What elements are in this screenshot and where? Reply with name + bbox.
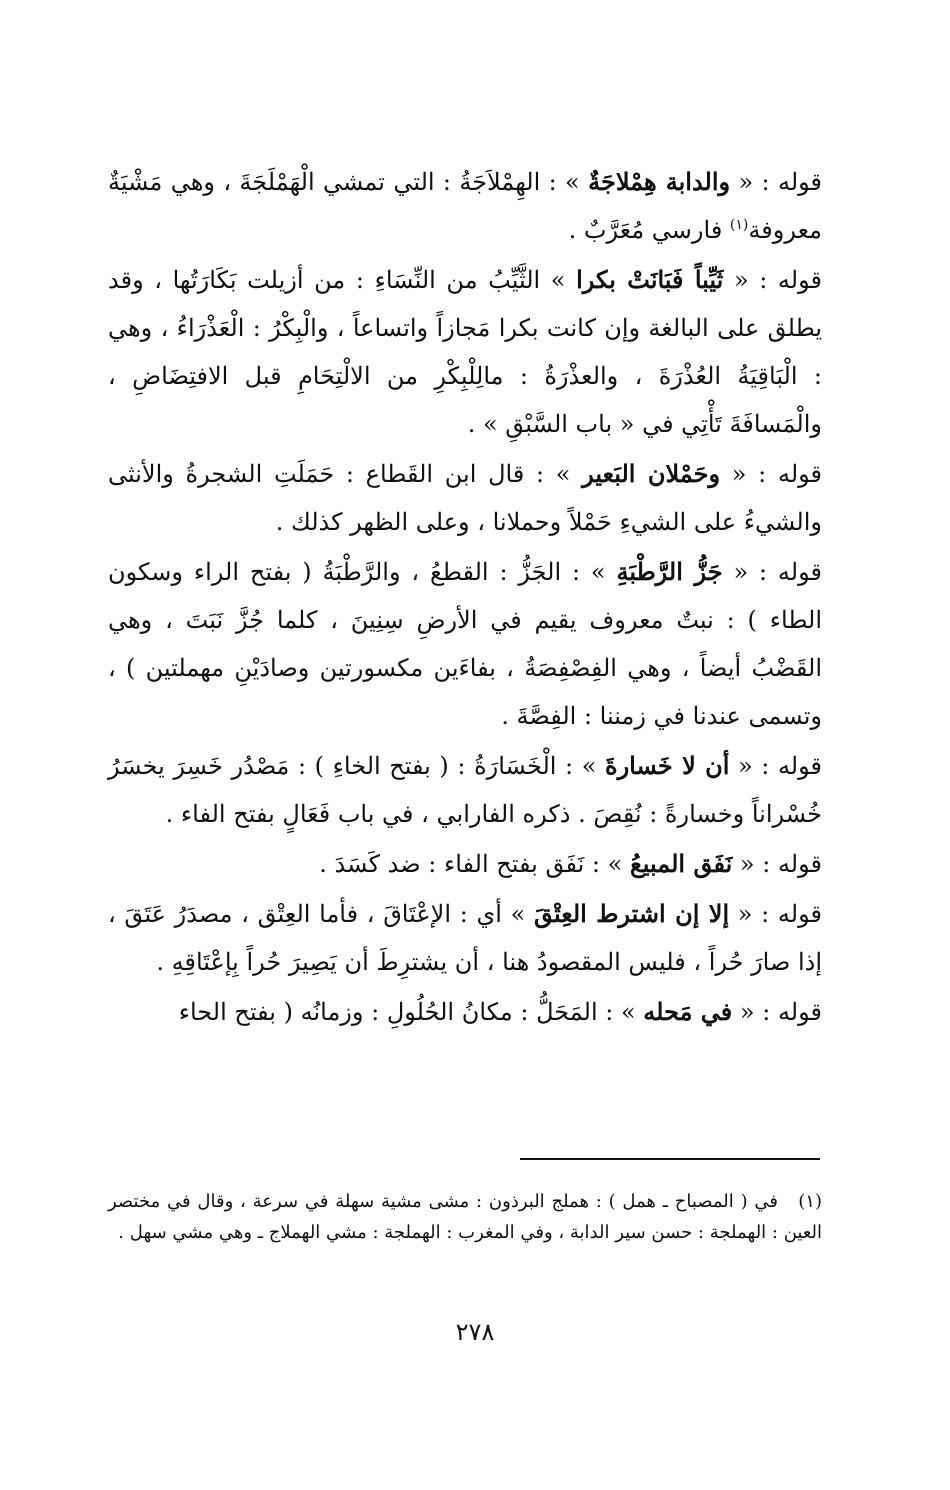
paragraph-3	[108, 450, 822, 546]
paragraph-prefix: قوله : «	[723, 266, 822, 294]
paragraph-keyword: في مَحله	[643, 997, 733, 1026]
paragraph-2	[108, 256, 822, 448]
footnote-divider	[520, 1158, 820, 1160]
paragraph-1	[108, 158, 822, 254]
paragraph-5	[108, 742, 822, 838]
paragraph-prefix: قوله : «	[729, 752, 822, 780]
paragraph-keyword: إلا إن اشترط العِتْقَ	[533, 899, 730, 928]
paragraph-8	[108, 988, 822, 1036]
paragraph-6	[108, 840, 822, 888]
footnote-marker: (١)	[798, 1191, 822, 1212]
paragraph-text: » : المَحَلُّ : مكانُ الحُلُولِ : وزمانُه ( بفتح الحاء	[178, 998, 644, 1026]
main-text	[108, 158, 822, 1038]
paragraph-prefix: قوله : «	[720, 460, 823, 488]
page-number: ٢٧٨	[455, 1318, 495, 1346]
paragraph-prefix: قوله : «	[732, 998, 822, 1026]
footnote	[108, 1186, 822, 1248]
paragraph-prefix: قوله : «	[732, 850, 822, 878]
paragraph-text: » : الجَزُّ : القطعُ ، والرَّطْبَةُ ( بفتح الراء وسكون الطاء ) : نبتٌ معروف يقيم في الأرضِ سِنِينَ ، كلما جُزَّ نَبَتَ ، وهي القَضْبُ أيضاً ، وهي الفِصْفِصَةُ ، بفاءَين مكسورتين وصادَيْنِ مهملتين ) ، وتسمى عندنا في زمننا : الفِصَّةَ .	[108, 558, 822, 730]
paragraph-prefix: قوله : «	[722, 558, 822, 586]
paragraph-prefix: قوله : «	[730, 168, 822, 196]
paragraph-text: » : الهِمْلاَجَةُ : التي تمشي الْهَمْلَجَةَ ، وهي مَشْيَةٌ معروفة	[108, 168, 822, 244]
paragraph-keyword: والدابة هِمْلاجَةٌ	[588, 167, 731, 196]
paragraph-keyword: أن لا خَسارةَ	[605, 751, 730, 780]
paragraph-suffix: فارسي مُعَرَّبٌ .	[568, 216, 730, 244]
paragraph-text: » أي : الإعْتَاقَ ، فأما العِتْق ، مصدَرُ عَتَقَ ، إذا صارَ حُراً ، فليس المقصودُ هنا ، أن يشترِطَ أن يَصِيرَ حُراً بِإعْتَاقِهِ .	[108, 900, 822, 976]
paragraph-keyword: نَفَق المبيعُ	[629, 849, 733, 878]
paragraph-text: » : نَفَق بفتح الفاء : ضد كَسَدَ .	[319, 850, 630, 878]
paragraph-7	[108, 890, 822, 986]
footnote-text: في ( المصباح ـ همل ) : هملج البرذون : مشى مشية سهلة في سرعة ، وقال في مختصر العين : الهملجة : حسن سير الدابة ، وفي المغرب : الهملجة : مشي الهملاج ـ وهي مشي سهل .	[108, 1191, 822, 1243]
paragraph-text: » الثَّيِّبُ من النِّسَاءِ : من أزيلت بَكَارَتُها ، وقد يطلق على البالغة وإن كانت بكرا مَجازاً واتساعاً ، والْبِكْرُ : الْعَذْرَاءُ ، وهي : الْبَاقِيَةُ العُذْرَةَ ، والعذْرَةُ : مالِلْبِكْرِ من الالْتِحَامِ قبل الافتِضَاضِ ، والْمَسافَةَ تَأْتِي في « باب السَّبْقِ » .	[108, 266, 822, 438]
footnote-reference: (١)	[729, 217, 749, 233]
paragraph-keyword: جَزُّ الرَّطْبَةِ	[616, 557, 723, 586]
paragraph-4	[108, 548, 822, 740]
paragraph-keyword: وحَمْلان البَعير	[582, 459, 721, 488]
paragraph-keyword: ثَيِّباً فَبَانَتْ بكرا	[576, 265, 724, 294]
paragraph-prefix: قوله : «	[729, 900, 822, 928]
paragraph-text: » : قال ابن القَطاع : حَمَلَتِ الشجرةُ والأنثى والشيءُ على الشيءِ حَمْلاً وحملانا ، وعلى الظهر كذلك .	[108, 460, 822, 536]
paragraph-text: » : الْخَسَارَةُ : ( بفتح الخاءِ ) : مَصْدُر خَسِرَ يخسَرُ خُسْراناً وخسارةً : نُقِصَ . ذكره الفارابي ، في باب فَعَالٍ بفتح الفاء .	[108, 752, 822, 828]
